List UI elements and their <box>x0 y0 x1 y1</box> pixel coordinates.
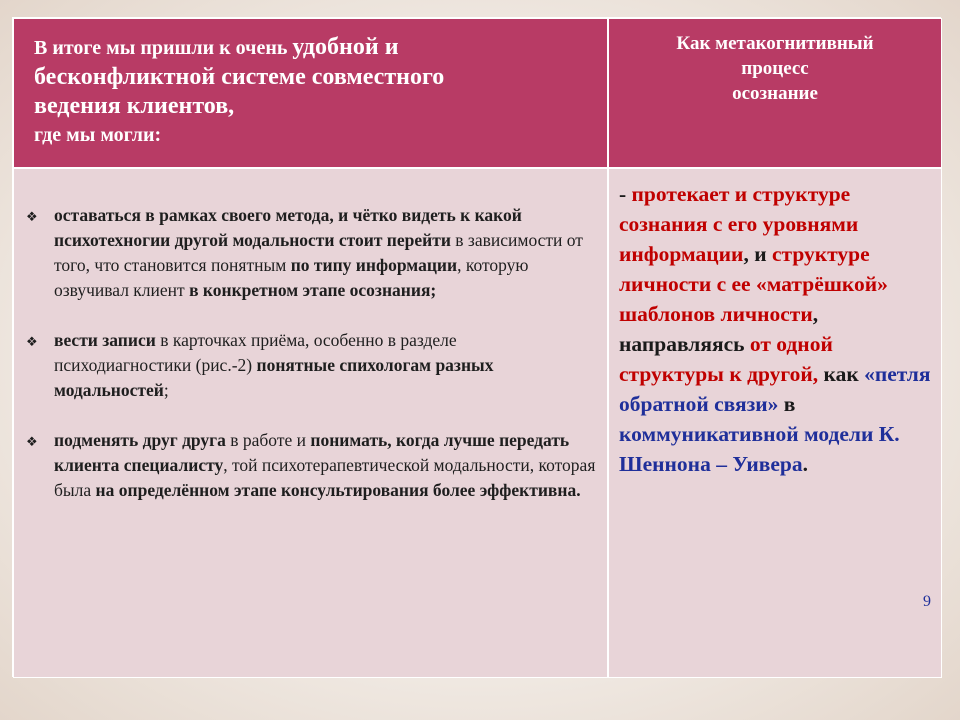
bullet-text-normal: , той психотерапевтической модальности, которая была <box>54 455 596 500</box>
bullet-text-bold: понимать, когда лучше передать клиента специалисту <box>54 430 570 475</box>
body-right-cell <box>608 168 942 678</box>
bullet-text-bold: в конкретном этапе осознания; <box>189 280 437 300</box>
bullet-text-bold: подменять друг друга <box>54 430 226 450</box>
bullet-text-bold: вести записи <box>54 330 156 350</box>
bullet-text-normal: в работе и <box>225 430 311 450</box>
bullet-item <box>26 428 597 503</box>
text-segment-red: протекает и структуре сознания <box>619 182 851 236</box>
text-segment: - <box>619 182 632 206</box>
text-segment: как <box>818 362 865 386</box>
bullet-text-bold: на определённом этапе консультирования более эффективна. <box>95 480 581 500</box>
header-left-line1-part-a: В итоге мы пришли к очень <box>34 37 293 59</box>
header-right-cell <box>608 18 942 168</box>
text-segment: . <box>802 452 808 476</box>
bullet-text <box>54 203 597 303</box>
bullet-text-bold: понятные спихологам разных модальностей <box>54 355 494 400</box>
header-left-line1 <box>34 33 591 63</box>
text-segment-red: с ее «матрёшкой» шаблонов личности <box>619 272 888 326</box>
header-left-line2: бесконфликтной системе совместного <box>34 64 445 90</box>
header-right-line3: осознание <box>732 83 818 104</box>
text-segment-red: от одной структуры к другой, <box>619 332 833 386</box>
body-left-cell <box>13 168 608 678</box>
diamond-bullet-icon: ❖ <box>26 209 38 224</box>
bullet-item <box>26 203 597 303</box>
header-right-line2: процесс <box>741 58 809 79</box>
bullet-text-normal: ; <box>163 380 169 400</box>
bullet-text-bold: по типу информации <box>290 255 458 275</box>
header-right-line1: Как метакогнитивный <box>676 33 874 54</box>
bullet-text-normal: в карточках приёма, особенно в разделе психодиагностики (рис.-2) <box>54 330 457 375</box>
bullet-item <box>26 328 597 403</box>
text-segment: , направляясь <box>619 302 819 356</box>
bullet-text <box>54 428 597 503</box>
header-left-line4: где мы могли: <box>34 124 162 146</box>
awareness-description <box>619 179 935 479</box>
text-segment-red: структуре личности <box>619 242 870 296</box>
diamond-bullet-icon: ❖ <box>26 334 38 349</box>
header-left-line3: ведения клиентов, <box>34 93 235 119</box>
page-number: 9 <box>923 593 931 610</box>
bullet-text-normal: , которую озвучивал клиент <box>54 255 529 300</box>
bullet-text-bold: оставаться в рамках своего метода, и чётко видеть к какой психотехногии другой модальности стоит перейти <box>54 205 522 250</box>
bullet-text-normal: в зависимости от того, что становится понятным <box>54 230 583 275</box>
diamond-bullet-icon: ❖ <box>26 434 38 449</box>
text-segment-blue: коммуникативной модели К. Шеннона – Уивера <box>619 422 900 476</box>
text-segment-blue: «петля обратной связи» <box>619 362 931 416</box>
header-left-line1-part-b: удобной и <box>292 34 399 60</box>
slide-table <box>12 17 941 677</box>
text-segment: в <box>778 392 796 416</box>
text-segment-red: с его уровнями информации <box>619 212 859 266</box>
header-left-cell <box>13 18 608 168</box>
bullet-text <box>54 328 597 403</box>
text-segment: , и <box>743 242 772 266</box>
